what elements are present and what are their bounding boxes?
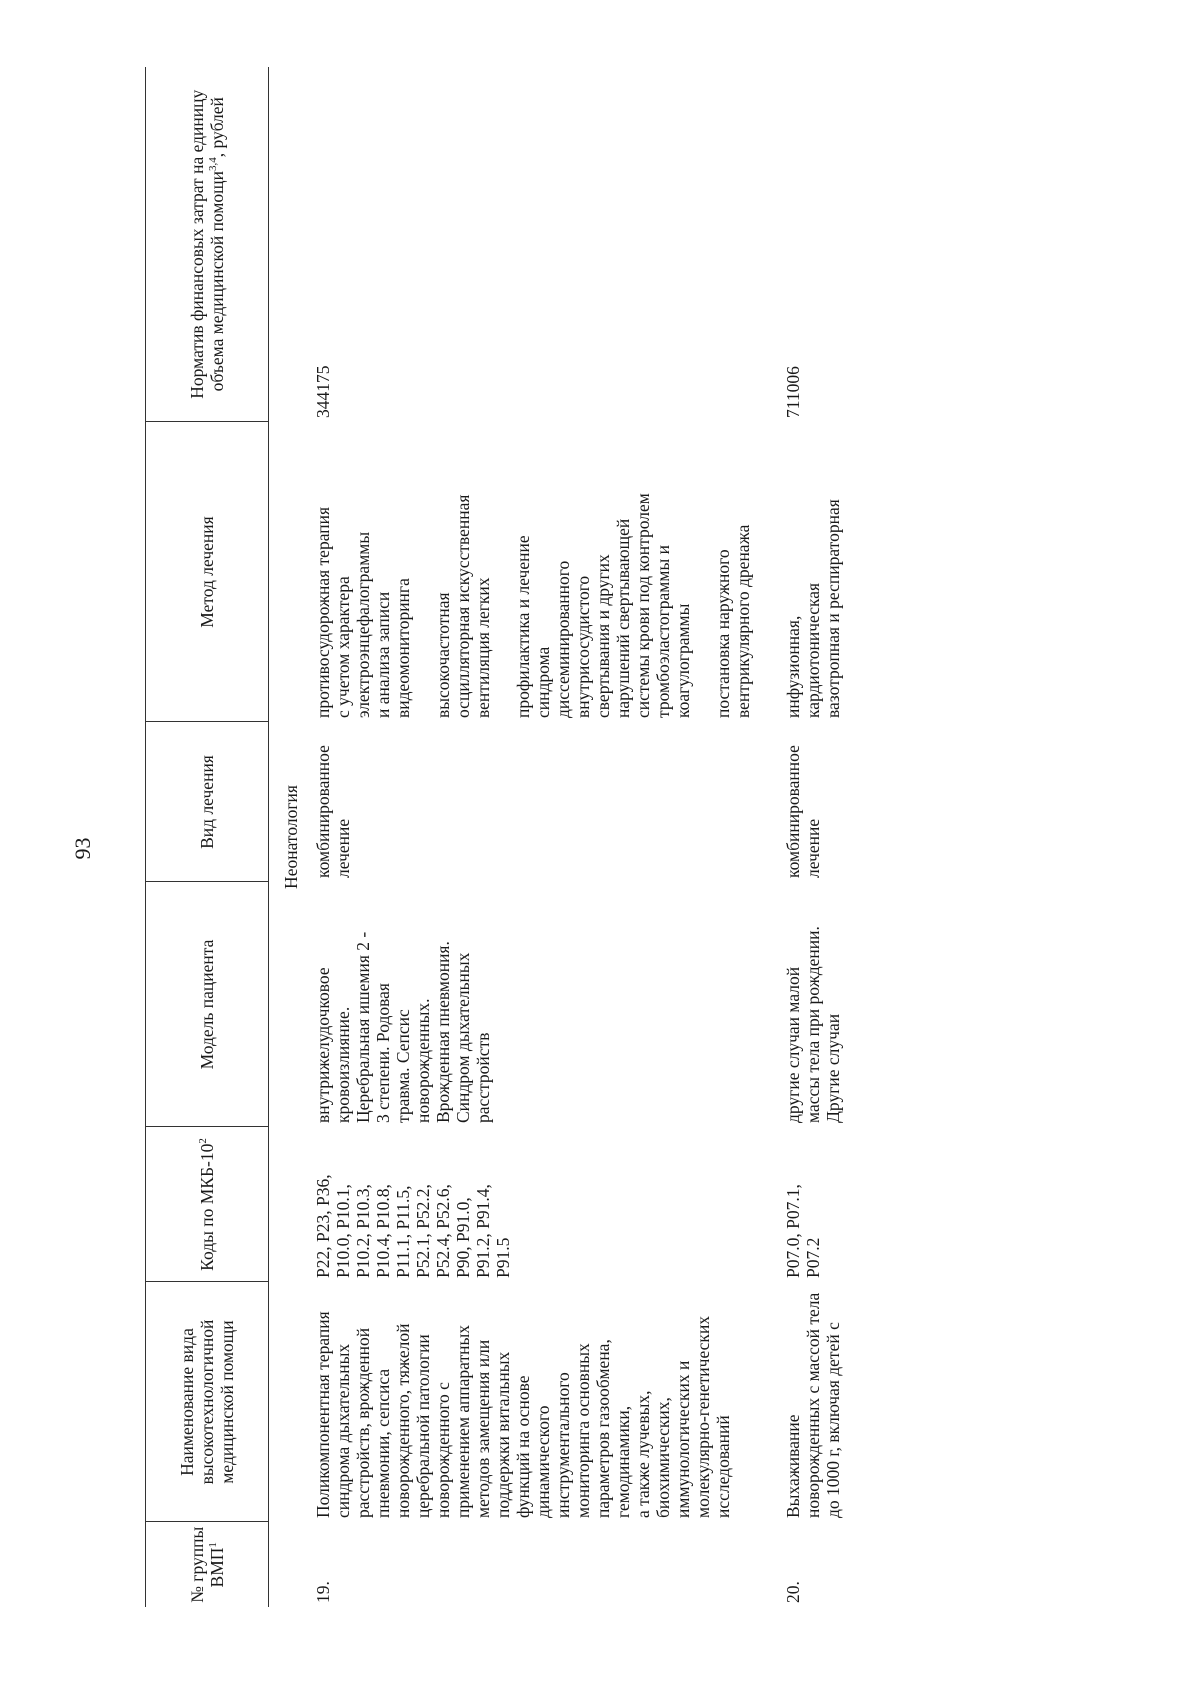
table-row [783, 67, 843, 1607]
row-number: 20. [783, 1581, 803, 1603]
section-title: Неонатология [281, 785, 301, 889]
treatment-table [145, 67, 843, 1607]
row-norm: 344175 [313, 365, 333, 418]
header-type: Вид лечения [146, 722, 269, 882]
row-methods [313, 422, 783, 722]
row-methods [783, 422, 843, 722]
page-number: 93 [70, 837, 95, 860]
header-row [146, 67, 269, 1607]
row-number: 19. [313, 1581, 333, 1603]
section-row [269, 67, 314, 1607]
row-type: комбинированное лечение [313, 745, 353, 878]
header-group-no: № группы ВМП$^1$ [146, 1522, 269, 1607]
header-norm: Норматив финансовых затрат на единицу объема медицинской помощи$^{3,4}$, рублей [146, 67, 269, 422]
row-model: другие случаи малой массы тела при рождении. Другие случаи [783, 926, 843, 1123]
treatment-table-wrapper [145, 67, 843, 1607]
method-item: постановка наружного вентрикулярного дренажа [713, 524, 753, 718]
row-type: комбинированное лечение [783, 745, 823, 878]
header-model: Модель пациента [146, 882, 269, 1127]
row-codes: P22, P23, P36, P10.0, P10.1, P10.2, P10.3, P10.4, P10.8, P11.1, P11.5, P52.1, P52.2, P52.4, P52.6, P90, P91.0, P91.2, P91.4, P91.5 [313, 1174, 513, 1278]
method-item: высокочастотная осцилляторная искусственная вентиляция легких [433, 494, 493, 718]
row-norm: 711006 [783, 366, 803, 418]
header-method: Метод лечения [146, 422, 269, 722]
header-codes: Коды по МКБ-$10^2$ [146, 1127, 269, 1282]
row-name: Выхаживание новорожденных с массой тела до 1000 г, включая детей с [783, 1292, 843, 1518]
row-codes: P07.0, P07.1, P07.2 [783, 1184, 823, 1278]
row-name: Поликомпонентная терапия синдрома дыхательных расстройств, врожденной пневмонии, сепсиса новорожденного, тяжелой церебральной патологии новорожденного с применением аппаратных методов замещения или поддержки витальных функций на основе динамического инструментального мониторинга основных параметров газообмена, гемодинамики, а также лучевых, биохимических, иммунологических и молекулярно-генетических исследований [313, 1311, 733, 1518]
header-name: Наименование вида высокотехнологичной медицинской помощи [146, 1282, 269, 1522]
method-item: противосудорожная терапия с учетом характера электроэнцефалограммы и анализа записи видеомониторинга [313, 506, 413, 718]
row-model: внутрижелудочковое кровоизлияние. Церебральная ишемия 2 - 3 степени. Родовая травма. Сепсис новорожденных. Врожденная пневмония. Синдром дыхательных расстройств [313, 931, 493, 1123]
method-item: инфузионная, кардиотоническая вазотропная и респираторная [783, 499, 843, 718]
table-row [313, 67, 783, 1607]
method-item: профилактика и лечение синдрома диссеминированного внутрисосудистого свертывания и других нарушений свертывающей системы крови под контролем тромбоэластограммы и коагулограммы [513, 493, 693, 718]
